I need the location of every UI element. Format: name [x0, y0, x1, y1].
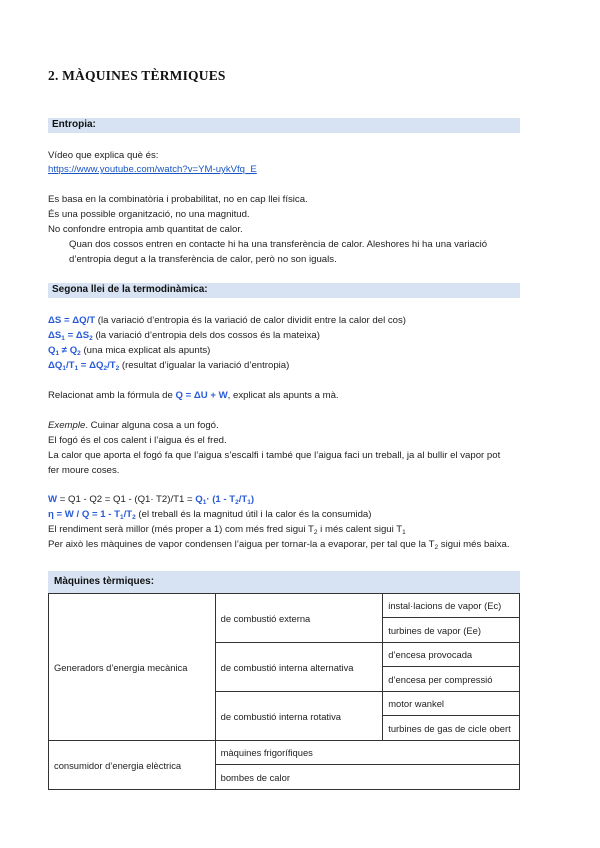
example-label: Exemple [48, 420, 86, 431]
formula-3: $Q_1 \ne Q_2$ [48, 345, 81, 357]
entropia-line-2: És una possible organització, no una magnitud. [48, 209, 250, 220]
ext-cell: de combustió externa [215, 594, 383, 643]
vapor-line: Per això les màquines de vapor condensen l’aigua per tornar-la a evaporar, per tal que la $T_2$ sigui més baixa. [48, 539, 510, 551]
work-formula-text: = Q1 - Q2 = Q1 - (Q1· T2)/T1 = [57, 494, 196, 505]
alt-cell: de combustió interna alternativa [215, 643, 383, 692]
table-heading-band [48, 571, 520, 593]
vapor-pre: Per això les màquines de vapor condensen l’aigua per tornar-la a evaporar, per tal que la T [48, 539, 435, 550]
vapor-post: sigui més baixa. [438, 539, 510, 550]
segona-llei-heading-band [48, 283, 520, 298]
machines-table [48, 593, 520, 790]
relation-formula: Q = ΔU + W [175, 390, 228, 401]
video-link[interactable]: https://www.youtube.com/watch?v=YM-uykVfq_E [48, 164, 257, 175]
formula-line-3 [48, 344, 210, 358]
generators-cell: Generadors d’energia mecànica [49, 594, 216, 741]
example-text: . Cuinar alguna cosa a un fogó. [85, 420, 219, 431]
entropia-line-1: Es basa en la combinatòria i probabilitat, no en cap llei física. [48, 194, 308, 205]
formula-line-1 [48, 314, 406, 328]
segona-llei-heading: Segona llei de la termodinàmica: [52, 284, 208, 295]
example-line [48, 419, 219, 433]
example-line-3: fer moure coses. [48, 465, 120, 476]
relation-post: , explicat als apunts a mà. [227, 390, 339, 401]
rendiment-mid: i més calent sigui T [317, 524, 403, 535]
formula-4-note: (resultat d’igualar la variació d’entropia) [119, 360, 290, 371]
rot-cell: de combustió interna rotativa [215, 692, 383, 741]
formula-2: $\Delta S_1 = \Delta S_2$ [48, 330, 93, 342]
rendiment-line: El rendiment serà millor (més proper a 1) com més fred sigui $T_2$ i més calent sigui $T_1$ [48, 524, 406, 536]
entropia-indent-1: Quan dos cossos entren en contacte hi ha una transferència de calor. Aleshores hi ha una variació [69, 239, 488, 250]
rot2-cell: turbines de gas de cicle obert [383, 716, 520, 741]
rendiment-text: El rendiment serà millor (més proper a 1) com més fred sigui T [48, 524, 314, 535]
table-row [49, 594, 520, 618]
formula-1: ΔS = ΔQ/T [48, 315, 96, 326]
ext1-cell: instal·lacions de vapor (Ec) [383, 594, 520, 618]
entropia-heading: Entropia: [52, 119, 96, 130]
formula-4: $\Delta Q_1/T_1 = \Delta Q_2/T_2$ [48, 360, 120, 372]
section-title: 2. MÀQUINES TÈRMIQUES [48, 68, 226, 83]
relation-line [48, 389, 339, 403]
alt2-cell: d’encesa per compressió [383, 667, 520, 692]
formula-3-note: (una mica explicat als apunts) [80, 345, 211, 356]
formula-line-4 [48, 359, 289, 373]
table-heading: Màquines tèrmiques: [54, 576, 155, 587]
video-label: Vídeo que explica què és: [48, 150, 159, 161]
formula-1-note: (la variació d’entropia és la variació de calor dividit entre la calor del cos) [95, 315, 407, 326]
c1-cell: màquines frigorífiques [215, 741, 519, 765]
example-line-2: La calor que aporta el fogó fa que l’aigua s’escalfi i també que l’aigua faci un treball, ja al bullir el vapor pot [48, 450, 501, 461]
efficiency-formula: $\eta = W / Q = 1 - T_1/T_2$ [48, 509, 136, 521]
entropia-line-3: No confondre entropia amb quantitat de calor. [48, 224, 243, 235]
formula-2-note: (la variació d’entropia dels dos cossos és la mateixa) [92, 330, 320, 341]
consumer-cell: consumidor d’energia elèctrica [49, 741, 216, 790]
efficiency-note: (el treball és la magnitud útil i la calor és la consumida) [135, 509, 372, 520]
relation-pre: Relacionat amb la fórmula de [48, 390, 176, 401]
example-line-1: El fogó és el cos calent i l’aigua és el fred. [48, 435, 227, 446]
entropia-heading-band [48, 118, 520, 133]
table-row [49, 741, 520, 765]
work-result: $Q_1\cdot (1 - T_2/T_1)$ [195, 494, 255, 506]
work-formula-line [48, 493, 254, 507]
rot1-cell: motor wankel [383, 692, 520, 716]
c2-cell: bombes de calor [215, 765, 519, 790]
alt1-cell: d’encesa provocada [383, 643, 520, 667]
ext2-cell: turbines de vapor (Ee) [383, 618, 520, 643]
formula-line-2 [48, 329, 320, 343]
entropia-indent-2: d’entropia degut a la transferència de calor, però no son iguals. [69, 254, 337, 265]
efficiency-line [48, 508, 371, 522]
work-symbol: W [48, 494, 58, 505]
